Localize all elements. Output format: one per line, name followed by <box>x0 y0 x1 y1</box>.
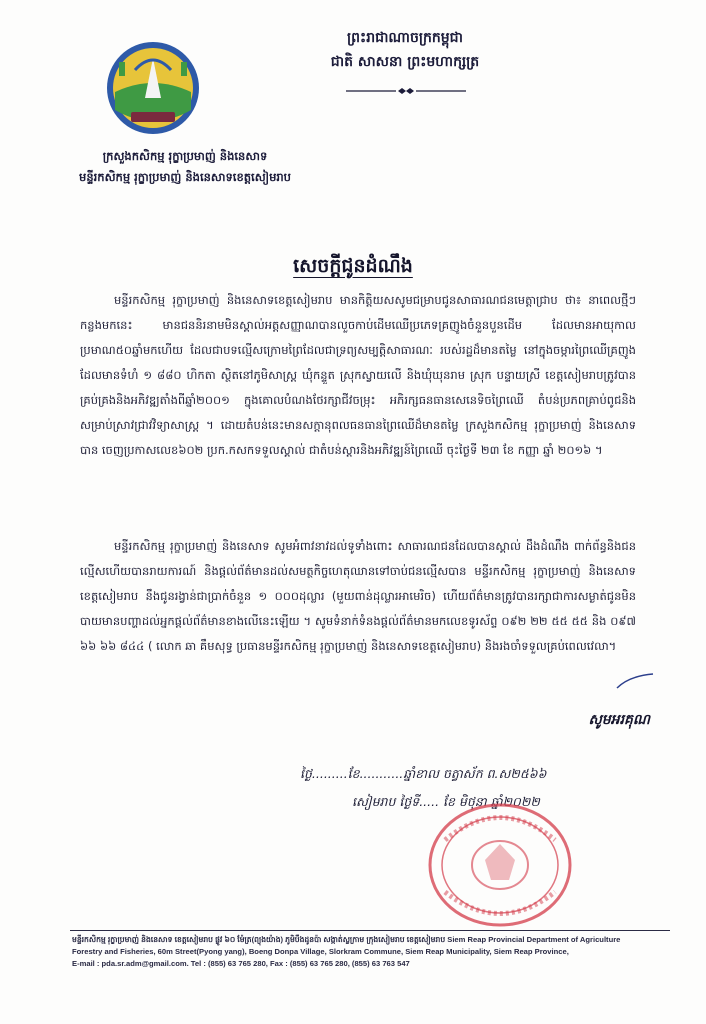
footer-divider <box>70 930 670 931</box>
closing-thanks: សូមអរគុណ <box>588 712 650 728</box>
solar-date: សៀមរាប ថ្ងៃទី..... ខែ មិថុនា ឆ្នាំ២០២២ <box>352 794 540 809</box>
body-paragraph-1: មន្ទីរកសិកម្ម រុក្ខាប្រមាញ់ និងនេសាទខេត្តសៀមរាប មានកិត្តិយសសូមជម្រាបជូនសាធារណជនមេត្តាជ្រាប ថា៖ នាពេលថ្មីៗកន្លងមកនេះ មានជននិរនាមមិនស្គាល់អត្តសញ្ញាណបានលួចកាប់ដើមឈើប្រភេទគ្រញូងចំនួនបួនដើម ដែលមានអាយុកាលប្រមាណ៥០ឆ្នាំមកហើយ ដែលជាបទល្មើសក្រោមព្រៃដែលជាទ្រព្យសម្បត្តិសាធារណៈ របស់រដ្ឋដ៏មានតម្លៃ នៅក្នុងចម្ការព្រៃឈើគ្រញូងដែលមានទំហំ ១ ៨៨០ ហិកតា ស្ថិតនៅភូមិសាស្ត្រ ឃុំកន្ទួត ស្រុកស្វាយលើ និងឃុំឃុនរាម ស្រុក បន្ទាយស្រី ខេត្តសៀមរាបត្រូវបានគ្រប់គ្រងនិងអភិវឌ្ឍតាំងពីឆ្នាំ២០០១ ក្នុងគោលបំណងថែរក្សាជីវចម្រុះ អភិរក្សធនធានសេនេទិចព្រៃឈើ តំបន់ប្រភពគ្រាប់ពូជនិងសម្រាប់ស្រាវជ្រាវវិទ្យាសាស្ត្រ ។ ដោយតំបន់នេះមានសក្ដានុពលធនធានព្រៃឈើដ៏មានតម្លៃ ក្រសួងកសិកម្ម រុក្ខាប្រមាញ់ និងនេសាទបាន ចេញប្រកាសលេខ៦០២ ប្រក.កសកទទួលស្គាល់ ជាតំបន់ស្តារនិងអភិវឌ្ឍន៍ព្រៃឈើ ចុះថ្ងៃទី ២៣ ខែ កញ្ញា ឆ្នាំ ២០១៦ ។ <box>80 293 636 457</box>
kingdom-name: ព្រះរាជាណាចក្រកម្ពុជា <box>346 30 463 46</box>
footer-line-2: Forestry and Fisheries, 60m Street(Pyong yang), Boeng Donpa Village, Slorkram Commune, Siem Reap Municipality, Siem Reap Province, <box>72 947 569 956</box>
nation-religion-king: ជាតិ សាសនា ព្រះមហាក្សត្រ <box>330 54 480 70</box>
official-seal-stamp <box>425 800 575 930</box>
footer-line-1: មន្ទីរកសិកម្ម រុក្ខាប្រមាញ់ និងនេសាទ ខេត្តសៀមរាប ផ្លូវ ៦០ ម៉ែត្រ(ព្យុងយ៉ាង) ភូមិបឹងដូនប៉ា សង្កាត់ស្លក្រាម ក្រុងសៀមរាប ខេត្តសៀមរាប Siem Reap Provincial Department of Agriculture <box>72 935 621 944</box>
document-title: សេចក្ដីជូនដំណឹង <box>293 255 413 277</box>
ministry-name: ក្រសួងកសិកម្ម រុក្ខាប្រមាញ់ និងនេសាទ <box>102 149 268 163</box>
kingdom-motto <box>280 26 530 74</box>
ornament-divider <box>346 88 466 94</box>
footer-address <box>72 934 672 970</box>
footer-line-3: E-mail : pda.sr.adm@gmail.com. Tel : (855) 63 765 280, Fax : (855) 63 765 280, (855) 63 763 547 <box>72 959 410 968</box>
department-name: មន្ទីរកសិកម្ម រុក្ខាប្រមាញ់ និងនេសាទខេត្តសៀមរាប <box>79 170 291 184</box>
lunar-date: ថ្ងៃ.........ខែ...........ឆ្នាំខាល ចត្វាស័ក ព.ស២៥៦៦ <box>300 766 547 781</box>
ministry-heading <box>40 146 330 188</box>
ministry-logo <box>105 40 201 136</box>
body-paragraph-2: មន្ទីរកសិកម្ម រុក្ខាប្រមាញ់ និងនេសាទ សូមអំពាវនាវដល់ទូទាំងពោះ សាធារណជនដែលបានស្គាល់ ដឹងដំណឹង ពាក់ព័ន្ធនិងជនល្មើសហើយបានរាយការណ៍ និងផ្ដល់ព័ត៌មានដល់សមត្ថកិច្ចហេតុឈានទៅចាប់ជនល្មើសបាន មន្ទីរកសិកម្ម រុក្ខាប្រមាញ់ និងនេសាទខេត្តសៀមរាប នឹងជូនរង្វាន់ជាប្រាក់ចំនួន ១ ០០០ដុល្លារ (មួយពាន់ដុល្លារអាមេរិច) ហើយព័ត៌មានត្រូវបានរក្សាជាការសម្ងាត់ជូនមិនបាយមានបញ្ហាដល់អ្នកផ្ដល់ព័ត៌មានខាងលើនេះឡើយ ។ សូមទំនាក់ទំនងផ្ដល់ព័ត៌មានមកលេខទូរស័ព្ទ ០៩២ ២២ ៥៥ ៥៥ និង ០៩៧ ៦៦ ៦៦ ៨៤៤ ( លោក ឆា គឹមសុទ្ធ ប្រធានមន្ទីរកសិកម្ម រុក្ខាប្រមាញ់ និងនេសាទខេត្តសៀមរាប) និងរងចាំទទួលគ្រប់ពេលវេលា។ <box>80 539 636 653</box>
pen-stroke <box>615 672 655 692</box>
